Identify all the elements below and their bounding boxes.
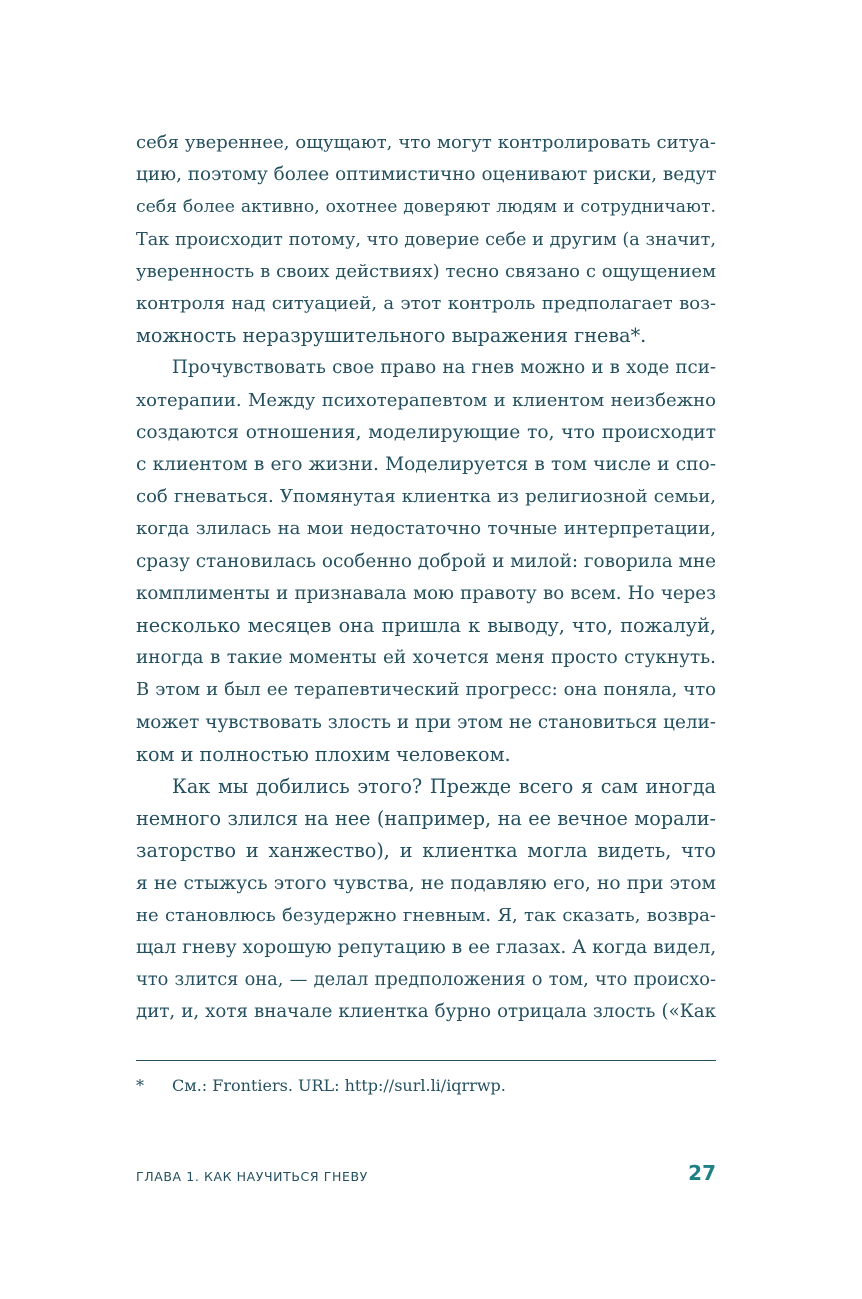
text-line: с клиентом в его жизни. Моделируется в том числе и спо-: [136, 454, 716, 476]
text-line: дит, и, хотя вначале клиентка бурно отрицала злость («Как: [136, 1001, 716, 1023]
text-line: себя более активно, охотнее доверяют людям и сотрудничают.: [136, 197, 716, 218]
text-line: щал гневу хорошую репутацию в ее глазах. А когда видел,: [136, 937, 717, 959]
text-line: я не стыжусь этого чувства, не подавляю его, но при этом: [136, 872, 716, 894]
text-line: ком и полностью плохим человеком.: [136, 742, 511, 766]
body-text: [136, 127, 716, 1029]
text-line: может чувствовать злость и при этом не становиться цели-: [136, 711, 716, 733]
text-line: хотерапии. Между психотерапевтом и клиентом неизбежно: [136, 389, 716, 411]
text-line: заторство и ханжество), и клиентка могла видеть, что: [136, 839, 716, 863]
text-line: цию, поэтому более оптимистично оценивают риски, ведут: [136, 164, 717, 186]
footnote-text: См.: Frontiers. URL: http://surl.li/iqrrwp.: [172, 1076, 506, 1095]
text-line: себя увереннее, ощущают, что могут контролировать ситуа-: [136, 132, 716, 153]
text-line: Как мы добились этого? Прежде всего я сам иногда: [172, 775, 716, 799]
text-line: не становлюсь безудержно гневным. Я, так сказать, возвра-: [136, 904, 716, 926]
running-head: ГЛАВА 1. КАК НАУЧИТЬСЯ ГНЕВУ: [136, 1169, 368, 1184]
text-line: иногда в такие моменты ей хочется меня просто стукнуть.: [136, 647, 716, 669]
text-line: комплименты и признавала мою правоту во всем. Но через: [136, 582, 716, 604]
footnote: [136, 1074, 716, 1098]
paragraph: [136, 352, 716, 771]
page-number: 27: [688, 1161, 716, 1185]
text-line: В этом и был ее терапевтический прогресс: она поняла, что: [136, 679, 716, 701]
text-line: сразу становилась особенно доброй и милой: говорила мне: [136, 550, 716, 572]
text-line: Так происходит потому, что доверие себе и другим (а значит,: [136, 229, 716, 250]
text-line: когда злилась на мои недостаточно точные интерпретации,: [136, 518, 716, 540]
text-line: несколько месяцев она пришла к выводу, что, пожалуй,: [136, 614, 716, 638]
text-line: немного злился на нее (например, на ее вечное морали-: [136, 807, 716, 831]
text-line: создаются отношения, моделирующие то, что происходит: [136, 421, 716, 443]
footnote-divider: [136, 1060, 716, 1061]
text-line: соб гневаться. Упомянутая клиентка из религиозной семьи,: [136, 486, 716, 508]
footnote-marker: *: [136, 1076, 144, 1095]
text-line: Прочувствовать свое право на гнев можно и в ходе пси-: [172, 357, 716, 379]
paragraph: [136, 771, 716, 1029]
text-line: уверенность в своих действиях) тесно связано с ощущением: [136, 260, 716, 282]
paragraph: [136, 127, 716, 352]
text-line: что злится она, — делал предположения о том, что происхо-: [136, 969, 716, 991]
text-line: можность неразрушительного выражения гнева*.: [136, 324, 647, 348]
text-line: контроля над ситуацией, а этот контроль предполагает воз-: [136, 293, 716, 315]
